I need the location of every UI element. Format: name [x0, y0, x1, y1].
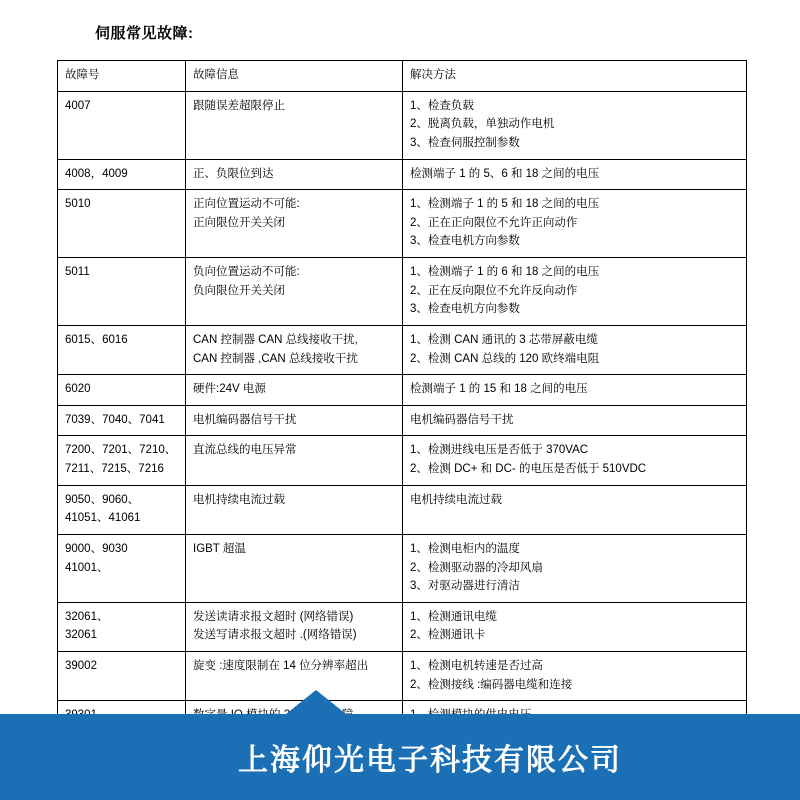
cell-solution-line: 检测端子 1 的 15 和 18 之间的电压 [410, 383, 588, 396]
cell-info [186, 190, 403, 258]
cell-info [186, 405, 403, 436]
cell-solution [403, 485, 747, 534]
table-row [58, 485, 747, 534]
cell-info-line: 发送读请求报文超时 (网络错误) [193, 610, 354, 623]
cell-solution-line: 1、检测电机转速是否过高 [410, 660, 543, 672]
cell-solution [403, 534, 747, 602]
cell-info-line: CAN 控制器 CAN 总线接收干扰, [193, 333, 358, 346]
cell-info [186, 325, 403, 374]
cell-solution-line: 1、检测端子 1 的 5 和 18 之间的电压 [410, 198, 600, 211]
cell-solution-line: 1、检查负载 [410, 99, 474, 112]
cell-info-line: 旋变 :速度限制在 14 位分辨率超出 [193, 660, 369, 672]
cell-info-line: 负向限位开关关闭 [193, 284, 285, 297]
cell-info [186, 602, 403, 651]
cell-info-line: 负向位置运动不可能: [193, 266, 300, 278]
cell-info [186, 159, 403, 190]
cell-code [58, 534, 186, 602]
cell-code [58, 190, 186, 258]
table-row [58, 325, 747, 374]
cell-code-line: 9000、9030 [65, 542, 128, 555]
cell-info-line: 电机编码器信号干扰 [193, 413, 297, 426]
cell-code-line: 9050、9060、 [65, 493, 140, 506]
cell-solution [403, 325, 747, 374]
cell-code-line: 6020 [65, 383, 91, 396]
table-row [58, 405, 747, 436]
cell-code-line: 7200、7201、7210、 [65, 444, 177, 457]
cell-code [58, 485, 186, 534]
table-body [58, 91, 747, 750]
cell-code-line: 5011 [65, 266, 90, 278]
cell-solution [403, 91, 747, 159]
cell-solution-line: 2、检测 DC+ 和 DC- 的电压是否低于 510VDC [410, 463, 647, 475]
cell-solution [403, 258, 747, 326]
cell-code [58, 258, 186, 326]
cell-code [58, 602, 186, 651]
cell-info [186, 375, 403, 406]
cell-code [58, 91, 186, 159]
cell-solution [403, 375, 747, 406]
cell-solution-line: 1、检测通讯电缆 [410, 610, 497, 623]
cell-solution-line: 1、检测电柜内的温度 [410, 542, 520, 555]
cell-code-line: 32061 [65, 629, 97, 642]
cell-solution-line: 检测端子 1 的 5、6 和 18 之间的电压 [410, 167, 600, 180]
column-header-code: 故障号 [58, 61, 186, 92]
cell-solution-line: 2、检测驱动器的冷却风扇 [410, 561, 543, 574]
cell-info-line: 正、负限位到达 [193, 167, 274, 180]
page-title: 伺服常见故障: [95, 25, 194, 42]
table-row [58, 258, 747, 326]
cell-code-line: 7039、7040、7041 [65, 413, 165, 426]
cell-code-line: 41051、41061 [65, 512, 141, 525]
table-header-row [58, 61, 747, 92]
cell-code-line: 6015、6016 [65, 333, 128, 346]
cell-code [58, 375, 186, 406]
column-header-info: 故障信息 [186, 61, 403, 92]
table-row [58, 91, 747, 159]
cell-solution-line: 3、对驱动器进行清洁 [410, 580, 520, 593]
cell-code-line: 39002 [65, 660, 97, 672]
company-name: 上海仰光电子科技有限公司 [238, 744, 622, 777]
cell-solution-line: 2、脱离负载，单独动作电机 [410, 118, 555, 131]
cell-code [58, 652, 186, 701]
cell-info-line: 正向位置运动不可能: [193, 198, 300, 211]
cell-solution-line: 电机持续电流过载 [410, 493, 502, 506]
table-row [58, 534, 747, 602]
cell-code [58, 159, 186, 190]
cell-code-line: 4008，4009 [65, 167, 128, 180]
cell-code [58, 405, 186, 436]
cell-solution [403, 436, 747, 485]
table-row [58, 652, 747, 701]
cell-code-line: 7211、7215、7216 [65, 463, 164, 475]
cell-solution-line: 2、检测接线 :编码器电缆和连接 [410, 678, 573, 691]
cell-solution [403, 159, 747, 190]
cell-solution-line: 1、检测 CAN 通讯的 3 芯带屏蔽电缆 [410, 333, 598, 346]
cell-code [58, 436, 186, 485]
cell-info-line: 发送写请求报文超时 .(网络错误) [193, 629, 357, 642]
cell-solution-line: 2、正在反向限位不允许反向动作 [410, 284, 578, 297]
cell-info-line: 跟随误差超限停止 [193, 99, 285, 112]
cell-code-line: 41001、 [65, 561, 109, 574]
cell-solution-line: 1、检测进线电压是否低于 370VAC [410, 444, 589, 457]
cell-info [186, 485, 403, 534]
cell-solution-line: 3、检查电机方向参数 [410, 235, 520, 248]
table-row [58, 436, 747, 485]
cell-code-line: 4007 [65, 99, 91, 112]
cell-solution-line: 3、检查电机方向参数 [410, 303, 520, 316]
cell-info-line: IGBT 超温 [193, 542, 246, 555]
cell-code-line: 5010 [65, 198, 91, 211]
cell-info-line: 硬件:24V 电源 [193, 383, 266, 396]
cell-solution [403, 190, 747, 258]
cell-solution [403, 652, 747, 701]
table-row [58, 190, 747, 258]
cell-info [186, 436, 403, 485]
table-row [58, 375, 747, 406]
cell-solution-line: 3、检查伺服控制参数 [410, 136, 520, 149]
fault-code-table [57, 60, 747, 751]
cell-solution-line: 1、检测端子 1 的 6 和 18 之间的电压 [410, 266, 600, 278]
cell-solution-line: 2、检测 CAN 总线的 120 欧终端电阻 [410, 352, 600, 365]
cell-solution [403, 602, 747, 651]
footer-accent-triangle [286, 690, 346, 714]
cell-info-line: 直流总线的电压异常 [193, 444, 297, 457]
cell-info-line: 正向限位开关关闭 [193, 216, 285, 229]
cell-info [186, 534, 403, 602]
cell-info-line: CAN 控制器 ,CAN 总线接收干扰 [193, 352, 358, 365]
cell-solution-line: 2、检测通讯卡 [410, 629, 486, 642]
cell-code [58, 325, 186, 374]
cell-code-line: 32061、 [65, 610, 109, 623]
cell-info [186, 91, 403, 159]
table-row [58, 602, 747, 651]
table-row [58, 159, 747, 190]
column-header-solution: 解决方法 [403, 61, 747, 92]
cell-info [186, 258, 403, 326]
cell-solution-line: 2、正在正向限位不允许正向动作 [410, 216, 578, 229]
cell-solution [403, 405, 747, 436]
cell-info-line: 电机持续电流过载 [193, 493, 285, 506]
cell-solution-line: 电机编码器信号干扰 [410, 413, 514, 426]
